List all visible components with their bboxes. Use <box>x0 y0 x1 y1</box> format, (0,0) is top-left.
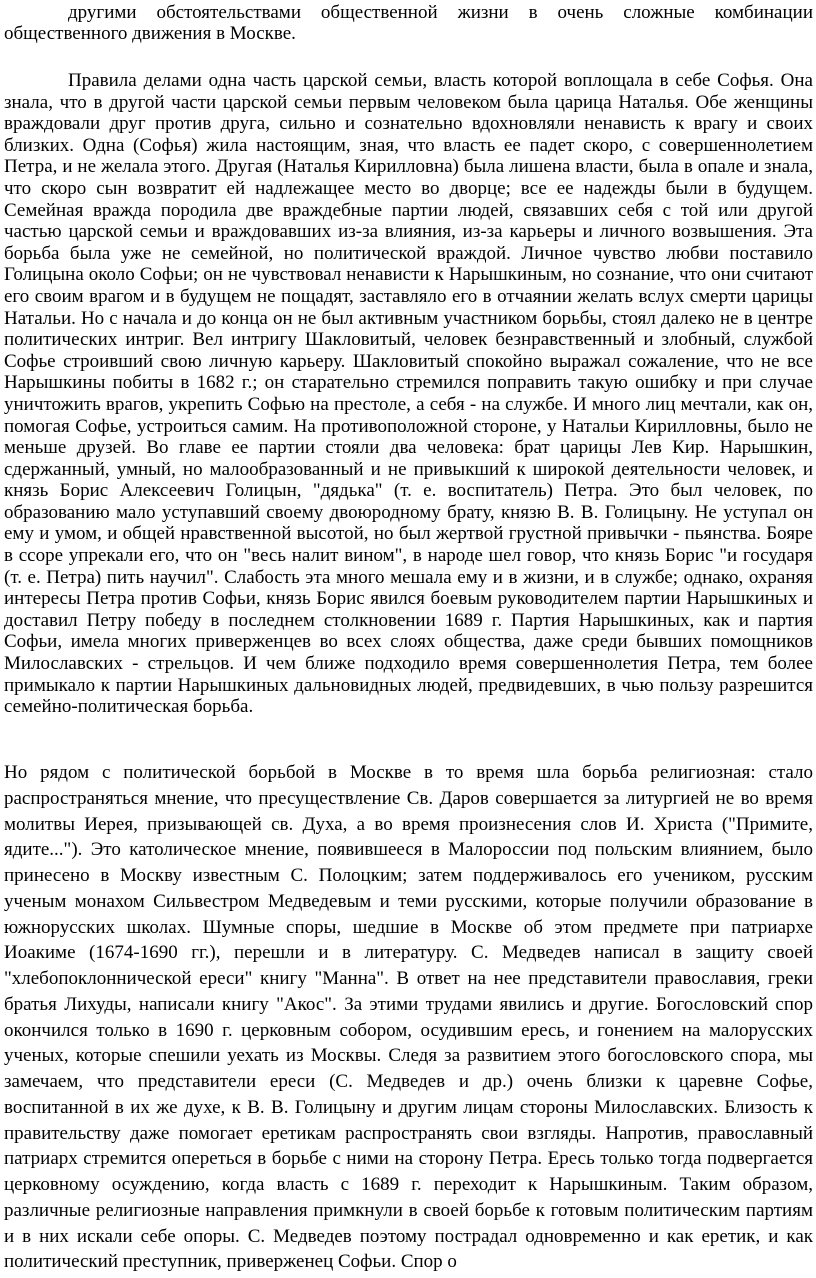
paragraph-1: другими обстоятельствами общественной жизни в очень сложные комбинации общественного движения в Москве. <box>4 2 813 44</box>
paragraph-3: Но рядом с политической борьбой в Москве в то время шла борьба религиозная: стало распространяться мнение, что пресуществление Св. Даров совершается за литургией не во время молитвы Иерея, призывающей св. Духа, а во время произнесения слов И. Христа ("Примите, ядите..."). Это католическое мнение, появившееся в Малороссии под польским влиянием, было принесено в Москву известным С. Полоцким; затем поддерживалось его учеником, русским ученым монахом Сильвестром Медведевым и теми русскими, которые получили образование в южнорусских школах. Шумные споры, шедшие в Москве об этом предмете при патриархе Иоакиме (1674-1690 гг.), перешли и в литературу. С. Медведев написал в защиту своей "хлебопоклоннической ереси" книгу "Манна". В ответ на нее представители православия, греки братья Лихуды, написали книгу "Акос". За этими трудами явились и другие. Богословский спор окончился только в 1690 г. церковным собором, осудившим ересь, и гонением на малорусских ученых, которые спешили уехать из Москвы. Следя за развитием этого богословского спора, мы замечаем, что представители ереси (С. Медведев и др.) очень близки к царевне Софье, воспитанной в их же духе, к В. В. Голицыну и другим лицам стороны Милославских. Близость к правительству даже помогает еретикам распространять свои взгляды. Напротив, православный патриарх стремится опереться в борьбе с ними на сторону Петра. Ересь только тогда подвергается церковному осуждению, когда власть с 1689 г. переходит к Нарышкиным. Таким образом, различные религиозные направления примкнули в своей борьбе к готовым политическим партиям и в них искали себе опоры. С. Медведев поэтому пострадал одновременно и как еретик, и как политический преступник, приверженец Софьи. Спор о <box>4 762 813 1273</box>
paragraph-2: Правила делами одна часть царской семьи, власть которой воплощала в себе Софья. Она знала, что в другой части царской семьи первым человеком была царица Наталья. Обе женщины враждовали друг против друга, сильно и сознательно вдохновляли ненависть к врагу и своих близких. Одна (Софья) жила настоящим, зная, что власть ее падет скоро, с совершеннолетием Петра, и не желала этого. Другая (Наталья Кирилловна) была лишена власти, была в опале и знала, что скоро сын возвратит ей надлежащее место во дворце; все ее надежды были в будущем. Семейная вражда породила две враждебные партии людей, связавших себя с той или другой частью царской семьи и враждовавших из-за влияния, из-за карьеры и личного возвышения. Эта борьба была уже не семейной, но политической враждой. Личное чувство любви поставило Голицына около Софьи; он не чувствовал ненависти к Нарышкиным, но сознание, что они считают его своим врагом и в будущем не пощадят, заставляло его в отчаянии желать вслух смерти царицы Натальи. Но с начала и до конца он не был активным участником борьбы, стоял далеко не в центре политических интриг. Вел интригу Шакловитый, человек безнравственный и злобный, службой Софье строивший свою личную карьеру. Шакловитый спокойно выражал сожаление, что не все Нарышкины побиты в 1682 г.; он старательно стремился поправить такую ошибку и при случае уничтожить врагов, укрепить Софью на престоле, а себя - на службе. И много лиц мечтали, как он, помогая Софье, устроиться самим. На противоположной стороне, у Натальи Кирилловны, было не меньше друзей. Во главе ее партии стояли два человека: брат царицы Лев Кир. Нарышкин, сдержанный, умный, но малообразованный и не привыкший к широкой деятельности человек, и князь Борис Алексеевич Голицын, "дядька" (т. е. воспитатель) Петра. Это был человек, по образованию мало уступавший своему двоюродному брату, князю В. В. Голицыну. Не уступал он ему и умом, и общей нравственной высотой, но был жертвой грустной привычки - пьянства. Бояре в ссоре упрекали его, что он "весь налит вином", в народе шел говор, что князь Борис "и государя (т. е. Петра) пить научил". Слабость эта много мешала ему и в жизни, и в службе; однако, охраняя интересы Петра против Софьи, князь Борис явился боевым руководителем партии Нарышкиных и доставил Петру победу в последнем столкновении 1689 г. Партия Нарышкиных, как и партия Софьи, имела многих приверженцев во всех слоях общества, даже среди бывших помощников Милославских - стрельцов. И чем ближе подходило время совершеннолетия Петра, тем более примыкало к партии Нарышкиных дальновидных людей, предвидевших, в чью пользу разрешится семейно-политическая борьба. <box>4 70 813 718</box>
